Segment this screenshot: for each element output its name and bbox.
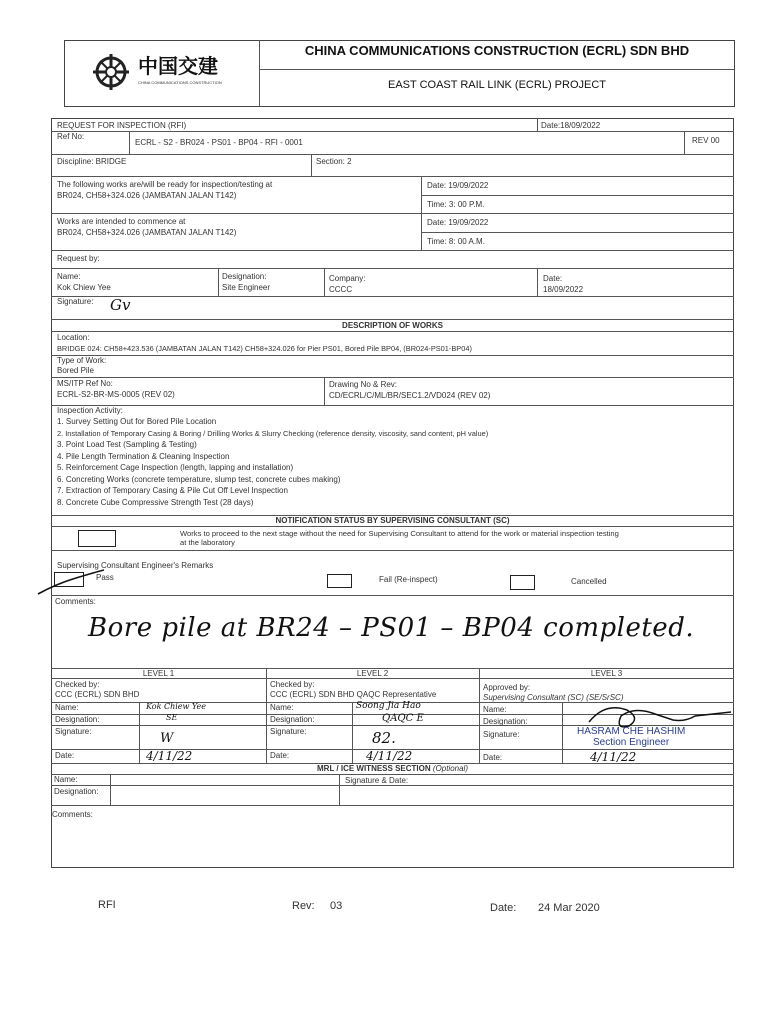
rev-value: REV 00 [692,136,720,145]
mrl-name-label: Name: [54,775,78,784]
col-line [266,668,267,763]
l3-date-handwritten: 4/11/22 [590,750,637,764]
col-line [537,268,538,296]
type-value: Bored Pile [57,366,94,375]
l2-signature-handwritten: 82. [372,729,396,747]
rfi-date: Date:18/09/2022 [541,121,601,130]
l2-name-handwritten: Soong Jia Hao [356,701,421,711]
col-line [218,268,219,296]
footer-date-label: Date: [490,902,517,914]
l3-name-label: Name: [483,705,507,714]
mrl-signature-date-label: Signature & Date: [345,776,409,785]
request-by-label: Request by: [57,254,100,263]
l3-date-label: Date: [483,753,503,762]
requester-signature-label: Signature: [57,297,94,306]
ref-label: Ref No: [57,132,85,141]
commence-text-1: Works are intended to commence at [57,217,186,226]
col-line [324,377,325,405]
mrl-optional: (Optional) [432,764,468,773]
company-title: CHINA COMMUNICATIONS CONSTRUCTION (ECRL) SDN BHD [304,43,690,58]
header-hdivider [259,69,735,70]
l3-approved-label: Approved by: [483,683,531,692]
activity-label: Inspection Activity: [57,406,123,415]
footer-date-value: 24 Mar 2020 [538,902,600,914]
list-item: 3. Point Load Test (Sampling & Testing) [57,440,197,449]
location-label: Location: [57,333,90,342]
l1-checked-label: Checked by: [55,680,100,689]
logo-subtext: CHINA COMMUNICATIONS CONSTRUCTION [138,80,222,85]
row-line [51,331,734,332]
row-line [51,405,734,406]
row-line [51,296,734,297]
footer-rev-label: Rev: [292,900,315,912]
col-line [129,131,130,154]
level-2-title: LEVEL 2 [356,669,389,678]
l1-date-label: Date: [55,751,75,760]
list-item: 1. Survey Setting Out for Bored Pile Location [57,417,217,426]
footer-rev-value: 03 [330,900,343,912]
l2-date-label: Date: [270,751,290,760]
company-logo [90,52,250,94]
proceed-text-2: at the laboratory [180,538,235,547]
l3-stamp-role: Section Engineer [593,737,670,748]
requester-name-label: Name: [57,272,81,281]
l3-designation-label: Designation: [483,717,528,726]
l1-designation-handwritten: SE [166,713,178,722]
logo-emblem-icon [90,52,132,92]
ready-text-1: The following works are/will be ready for inspection/testing at [57,180,273,189]
comment-handwritten: Bore pile at BR24 – PS01 – BP04 completed. [88,613,695,643]
cancelled-label: Cancelled [571,577,607,586]
l2-date-handwritten: 4/11/22 [366,749,413,763]
ms-value: ECRL-S2-BR-MS-0005 (REV 02) [57,390,175,399]
l2-checked-label: Checked by: [270,680,315,689]
mrl-heading [51,764,734,774]
row-line [421,195,734,196]
requester-company-label: Company: [329,274,366,283]
row-line [51,319,734,320]
col-line [562,702,563,763]
l2-org: CCC (ECRL) SDN BHD QAQC Representative [270,690,437,699]
row-line [51,377,734,378]
ref-value: ECRL - S2 - BR024 - PS01 - BP04 - RFI - 0001 [135,138,303,147]
l2-name-label: Name: [270,703,294,712]
logo-text: 中国交建 [138,56,218,78]
row-line [51,355,734,356]
l1-designation-label: Designation: [55,715,100,724]
pass-label: Pass [96,573,114,582]
l1-signature-label: Signature: [55,727,92,736]
row-line [51,526,734,527]
col-line [139,702,140,763]
type-label: Type of Work: [57,356,107,365]
level-3-title: LEVEL 3 [590,669,623,678]
l1-name-label: Name: [55,703,79,712]
section-field: Section: 2 [316,157,352,166]
requester-company-value: CCCC [329,285,353,294]
col-line [311,154,312,176]
col-line [352,702,353,763]
drawing-label: Drawing No & Rev: [329,380,398,389]
commence-text-2: BR024, CH58+324.026 (JAMBATAN JALAN T142) [57,228,237,237]
l1-org: CCC (ECRL) SDN BHD [55,690,140,699]
row-line [51,213,734,214]
mrl-comments-label: Comments: [52,810,93,819]
proceed-text-1: Works to proceed to the next stage without the need for Supervising Consultant to attend for the work or material inspection testing [180,529,619,538]
drawing-value: CD/ECRL/C/ML/BR/SEC1.2/VD024 (REV 02) [329,391,491,400]
level-1-title: LEVEL 1 [142,669,175,678]
l3-stamp-name: HASRAM CHE HASHIM [577,726,686,737]
list-item: 2. Installation of Temporary Casing & Boring / Drilling Works & Slurry Checking (reference density, viscosity, sand content, pH value) [57,428,489,438]
fail-checkbox[interactable] [327,574,352,588]
remarks-label: Supervising Consultant Engineer's Remarks [57,561,214,570]
requester-date-value: 18/09/2022 [543,285,584,294]
l2-designation-label: Designation: [270,715,315,724]
l2-designation-handwritten: QAQC E [382,713,424,724]
l1-name-handwritten: Kok Chiew Yee [146,702,206,711]
row-line [51,805,734,806]
list-item: 6. Concreting Works (concrete temperature, slump test, concrete cubes making) [57,474,341,484]
row-line [51,268,734,269]
list-item: 4. Pile Length Termination & Cleaning Inspection [57,451,230,461]
fail-label: Fail (Re-inspect) [379,575,438,584]
mrl-designation-label: Designation: [54,787,99,796]
list-item: 7. Extraction of Temporary Casing & Pile Cut Off Level Inspection [57,486,288,495]
row-line [51,250,734,251]
row-line [51,154,734,155]
row-line [51,176,734,177]
col-line [110,774,111,805]
requester-signature: Gv [110,296,131,314]
commence-time: Time: 8: 00 A.M. [427,237,485,246]
activity-list [57,417,727,509]
ms-label: MS/ITP Ref No: [57,379,113,388]
row-line [51,595,734,596]
row-line [51,550,734,551]
col-line [339,774,340,805]
col-line [479,668,480,763]
comments-label: Comments: [55,597,96,606]
ready-date: Date: 19/09/2022 [427,181,489,190]
col-line [537,118,538,131]
l3-signature-label: Signature: [483,730,520,739]
rfi-title: REQUEST FOR INSPECTION (RFI) [57,121,187,130]
col-line [684,131,685,154]
notification-heading: NOTIFICATION STATUS BY SUPERVISING CONSULTANT (SC) [275,516,510,525]
location-value: BRIDGE 024: CH58+423.536 (JAMBATAN JALAN T142) CH58+324.026 for Pier PS01, Bored Pile BP04, (BR024-PS01-BP04) [57,344,472,353]
cancelled-checkbox[interactable] [510,575,535,590]
requester-designation-value: Site Engineer [222,283,271,292]
description-heading: DESCRIPTION OF WORKS [342,321,443,330]
project-title: EAST COAST RAIL LINK (ECRL) PROJECT [387,79,606,91]
list-item: 5. Reinforcement Cage Inspection (length, lapping and installation) [57,463,294,472]
col-line [421,176,422,250]
commence-date: Date: 19/09/2022 [427,218,489,227]
mrl-heading-text: MRL / ICE WITNESS SECTION [317,764,431,773]
ready-time: Time: 3: 00 P.M. [427,200,485,209]
l3-org: Supervising Consultant (SC) (SE/SrSC) [483,693,624,702]
requester-designation-label: Designation: [222,272,267,281]
row-line [51,131,734,132]
row-line [421,232,734,233]
requester-date-label: Date: [543,274,563,283]
requester-name-value: Kok Chiew Yee [57,283,111,292]
row-line [51,774,734,775]
ready-text-2: BR024, CH58+324.026 (JAMBATAN JALAN T142) [57,191,237,200]
discipline-field: Discipline: BRIDGE [57,157,127,166]
proceed-checkbox[interactable] [78,530,116,547]
l1-date-handwritten: 4/11/22 [146,749,193,763]
l1-signature-handwritten: W [160,731,174,746]
footer-doc: RFI [98,899,116,911]
list-item: 8. Concrete Cube Compressive Strength Test (28 days) [57,497,254,507]
col-line [324,268,325,296]
l2-signature-label: Signature: [270,727,307,736]
